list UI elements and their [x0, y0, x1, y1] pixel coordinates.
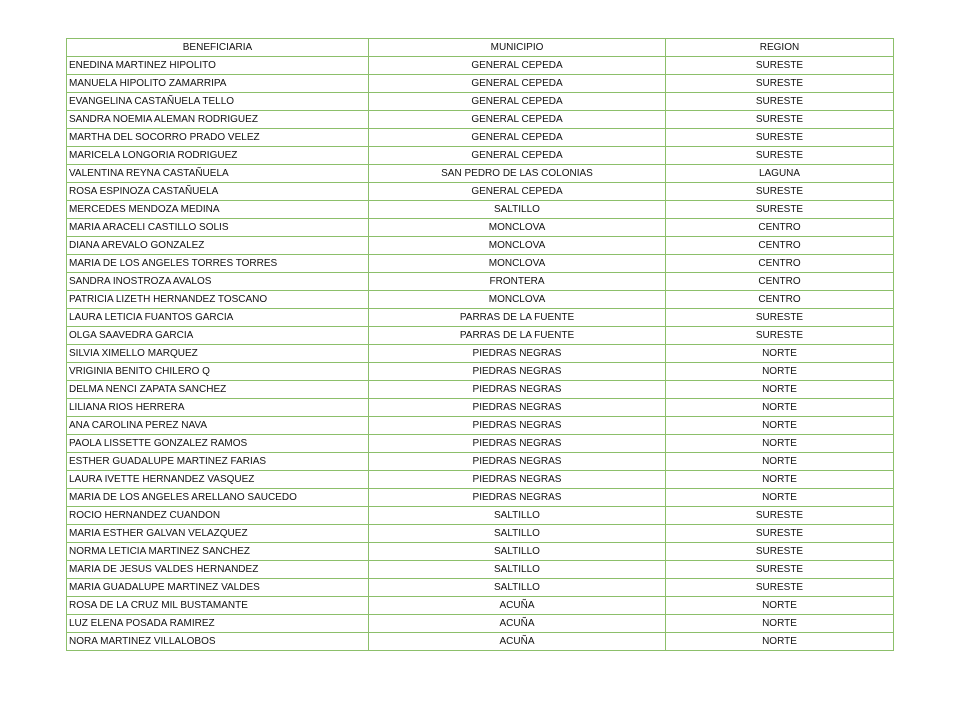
- cell-municipio: GENERAL CEPEDA: [369, 111, 666, 129]
- cell-beneficiaria: SANDRA NOEMIA ALEMAN RODRIGUEZ: [67, 111, 369, 129]
- table-row: [67, 255, 894, 273]
- cell-beneficiaria: EVANGELINA CASTAÑUELA TELLO: [67, 93, 369, 111]
- cell-beneficiaria: MARTHA DEL SOCORRO PRADO VELEZ: [67, 129, 369, 147]
- cell-beneficiaria: ROCIO HERNANDEZ CUANDON: [67, 507, 369, 525]
- cell-region: CENTRO: [666, 273, 894, 291]
- cell-region: CENTRO: [666, 255, 894, 273]
- cell-municipio: PARRAS DE LA FUENTE: [369, 309, 666, 327]
- cell-beneficiaria: MARIA ARACELI CASTILLO SOLIS: [67, 219, 369, 237]
- cell-municipio: SAN PEDRO DE LAS COLONIAS: [369, 165, 666, 183]
- table-row: [67, 471, 894, 489]
- cell-municipio: SALTILLO: [369, 525, 666, 543]
- cell-beneficiaria: MARIA ESTHER GALVAN VELAZQUEZ: [67, 525, 369, 543]
- table-row: [67, 453, 894, 471]
- cell-beneficiaria: ENEDINA MARTINEZ HIPOLITO: [67, 57, 369, 75]
- table-row: [67, 165, 894, 183]
- table-row: [67, 597, 894, 615]
- cell-region: NORTE: [666, 417, 894, 435]
- table-row: [67, 219, 894, 237]
- cell-region: SURESTE: [666, 201, 894, 219]
- cell-region: SURESTE: [666, 75, 894, 93]
- cell-beneficiaria: OLGA SAAVEDRA GARCIA: [67, 327, 369, 345]
- cell-municipio: PIEDRAS NEGRAS: [369, 399, 666, 417]
- table-row: [67, 183, 894, 201]
- table-row: [67, 147, 894, 165]
- cell-beneficiaria: MARIA DE LOS ANGELES TORRES TORRES: [67, 255, 369, 273]
- cell-beneficiaria: MANUELA HIPOLITO ZAMARRIPA: [67, 75, 369, 93]
- table-row: [67, 489, 894, 507]
- cell-region: NORTE: [666, 633, 894, 651]
- table-body: [67, 57, 894, 651]
- cell-beneficiaria: NORMA LETICIA MARTINEZ SANCHEZ: [67, 543, 369, 561]
- cell-municipio: GENERAL CEPEDA: [369, 147, 666, 165]
- cell-beneficiaria: PATRICIA LIZETH HERNANDEZ TOSCANO: [67, 291, 369, 309]
- cell-municipio: ACUÑA: [369, 633, 666, 651]
- cell-municipio: PIEDRAS NEGRAS: [369, 471, 666, 489]
- table-row: [67, 579, 894, 597]
- cell-region: NORTE: [666, 615, 894, 633]
- cell-beneficiaria: SILVIA XIMELLO MARQUEZ: [67, 345, 369, 363]
- table-row: [67, 525, 894, 543]
- cell-region: NORTE: [666, 345, 894, 363]
- table-row: [67, 93, 894, 111]
- cell-beneficiaria: ROSA ESPINOZA CASTAÑUELA: [67, 183, 369, 201]
- cell-municipio: MONCLOVA: [369, 219, 666, 237]
- table-row: [67, 363, 894, 381]
- cell-beneficiaria: LILIANA RIOS HERRERA: [67, 399, 369, 417]
- table-row: [67, 507, 894, 525]
- table-row: [67, 75, 894, 93]
- cell-beneficiaria: MARIA DE JESUS VALDES HERNANDEZ: [67, 561, 369, 579]
- cell-municipio: GENERAL CEPEDA: [369, 183, 666, 201]
- cell-beneficiaria: MARIA GUADALUPE MARTINEZ VALDES: [67, 579, 369, 597]
- table-row: [67, 561, 894, 579]
- table-row: [67, 399, 894, 417]
- cell-municipio: GENERAL CEPEDA: [369, 93, 666, 111]
- cell-region: NORTE: [666, 363, 894, 381]
- cell-region: SURESTE: [666, 111, 894, 129]
- cell-municipio: SALTILLO: [369, 561, 666, 579]
- header-region: REGION: [666, 39, 894, 57]
- cell-municipio: PIEDRAS NEGRAS: [369, 381, 666, 399]
- cell-beneficiaria: MARIA DE LOS ANGELES ARELLANO SAUCEDO: [67, 489, 369, 507]
- cell-region: LAGUNA: [666, 165, 894, 183]
- cell-municipio: ACUÑA: [369, 615, 666, 633]
- table-row: [67, 345, 894, 363]
- table-row: [67, 273, 894, 291]
- cell-municipio: SALTILLO: [369, 543, 666, 561]
- table-row: [67, 201, 894, 219]
- cell-region: NORTE: [666, 381, 894, 399]
- cell-region: CENTRO: [666, 291, 894, 309]
- cell-region: NORTE: [666, 453, 894, 471]
- cell-municipio: PIEDRAS NEGRAS: [369, 453, 666, 471]
- cell-region: SURESTE: [666, 57, 894, 75]
- cell-municipio: MONCLOVA: [369, 291, 666, 309]
- cell-beneficiaria: NORA MARTINEZ VILLALOBOS: [67, 633, 369, 651]
- cell-beneficiaria: ANA CAROLINA PEREZ NAVA: [67, 417, 369, 435]
- beneficiaries-table: [66, 38, 894, 651]
- cell-municipio: PIEDRAS NEGRAS: [369, 435, 666, 453]
- cell-beneficiaria: MARICELA LONGORIA RODRIGUEZ: [67, 147, 369, 165]
- cell-municipio: FRONTERA: [369, 273, 666, 291]
- cell-region: SURESTE: [666, 507, 894, 525]
- table-row: [67, 309, 894, 327]
- cell-municipio: PIEDRAS NEGRAS: [369, 363, 666, 381]
- cell-region: CENTRO: [666, 219, 894, 237]
- cell-beneficiaria: MERCEDES MENDOZA MEDINA: [67, 201, 369, 219]
- cell-region: SURESTE: [666, 561, 894, 579]
- cell-region: SURESTE: [666, 543, 894, 561]
- cell-beneficiaria: ROSA DE LA CRUZ MIL BUSTAMANTE: [67, 597, 369, 615]
- cell-municipio: MONCLOVA: [369, 237, 666, 255]
- cell-region: SURESTE: [666, 525, 894, 543]
- cell-municipio: GENERAL CEPEDA: [369, 75, 666, 93]
- cell-region: NORTE: [666, 471, 894, 489]
- cell-beneficiaria: VALENTINA REYNA CASTAÑUELA: [67, 165, 369, 183]
- cell-beneficiaria: LAURA LETICIA FUANTOS GARCIA: [67, 309, 369, 327]
- cell-region: NORTE: [666, 489, 894, 507]
- cell-beneficiaria: SANDRA INOSTROZA AVALOS: [67, 273, 369, 291]
- cell-municipio: SALTILLO: [369, 579, 666, 597]
- cell-region: SURESTE: [666, 93, 894, 111]
- cell-region: SURESTE: [666, 129, 894, 147]
- cell-region: SURESTE: [666, 183, 894, 201]
- table-row: [67, 291, 894, 309]
- cell-region: SURESTE: [666, 309, 894, 327]
- table-row: [67, 381, 894, 399]
- cell-municipio: ACUÑA: [369, 597, 666, 615]
- cell-municipio: PIEDRAS NEGRAS: [369, 417, 666, 435]
- table-row: [67, 237, 894, 255]
- cell-municipio: GENERAL CEPEDA: [369, 57, 666, 75]
- cell-municipio: PIEDRAS NEGRAS: [369, 489, 666, 507]
- cell-beneficiaria: ESTHER GUADALUPE MARTINEZ FARIAS: [67, 453, 369, 471]
- table-row: [67, 615, 894, 633]
- table-row: [67, 417, 894, 435]
- cell-municipio: SALTILLO: [369, 201, 666, 219]
- header-row: [67, 39, 894, 57]
- table-row: [67, 129, 894, 147]
- cell-beneficiaria: DELMA NENCI ZAPATA SANCHEZ: [67, 381, 369, 399]
- cell-municipio: PIEDRAS NEGRAS: [369, 345, 666, 363]
- cell-region: SURESTE: [666, 579, 894, 597]
- table-row: [67, 633, 894, 651]
- cell-region: SURESTE: [666, 147, 894, 165]
- cell-region: CENTRO: [666, 237, 894, 255]
- header-municipio: MUNICIPIO: [369, 39, 666, 57]
- table-row: [67, 543, 894, 561]
- cell-municipio: GENERAL CEPEDA: [369, 129, 666, 147]
- cell-region: SURESTE: [666, 327, 894, 345]
- table-row: [67, 327, 894, 345]
- cell-beneficiaria: LUZ ELENA POSADA RAMIREZ: [67, 615, 369, 633]
- header-beneficiaria: BENEFICIARIA: [67, 39, 369, 57]
- cell-municipio: MONCLOVA: [369, 255, 666, 273]
- table-row: [67, 435, 894, 453]
- cell-beneficiaria: PAOLA LISSETTE GONZALEZ RAMOS: [67, 435, 369, 453]
- table-row: [67, 57, 894, 75]
- cell-municipio: PARRAS DE LA FUENTE: [369, 327, 666, 345]
- cell-region: NORTE: [666, 399, 894, 417]
- cell-municipio: SALTILLO: [369, 507, 666, 525]
- cell-beneficiaria: LAURA IVETTE HERNANDEZ VASQUEZ: [67, 471, 369, 489]
- cell-region: NORTE: [666, 597, 894, 615]
- table-row: [67, 111, 894, 129]
- cell-beneficiaria: VRIGINIA BENITO CHILERO Q: [67, 363, 369, 381]
- cell-region: NORTE: [666, 435, 894, 453]
- cell-beneficiaria: DIANA AREVALO GONZALEZ: [67, 237, 369, 255]
